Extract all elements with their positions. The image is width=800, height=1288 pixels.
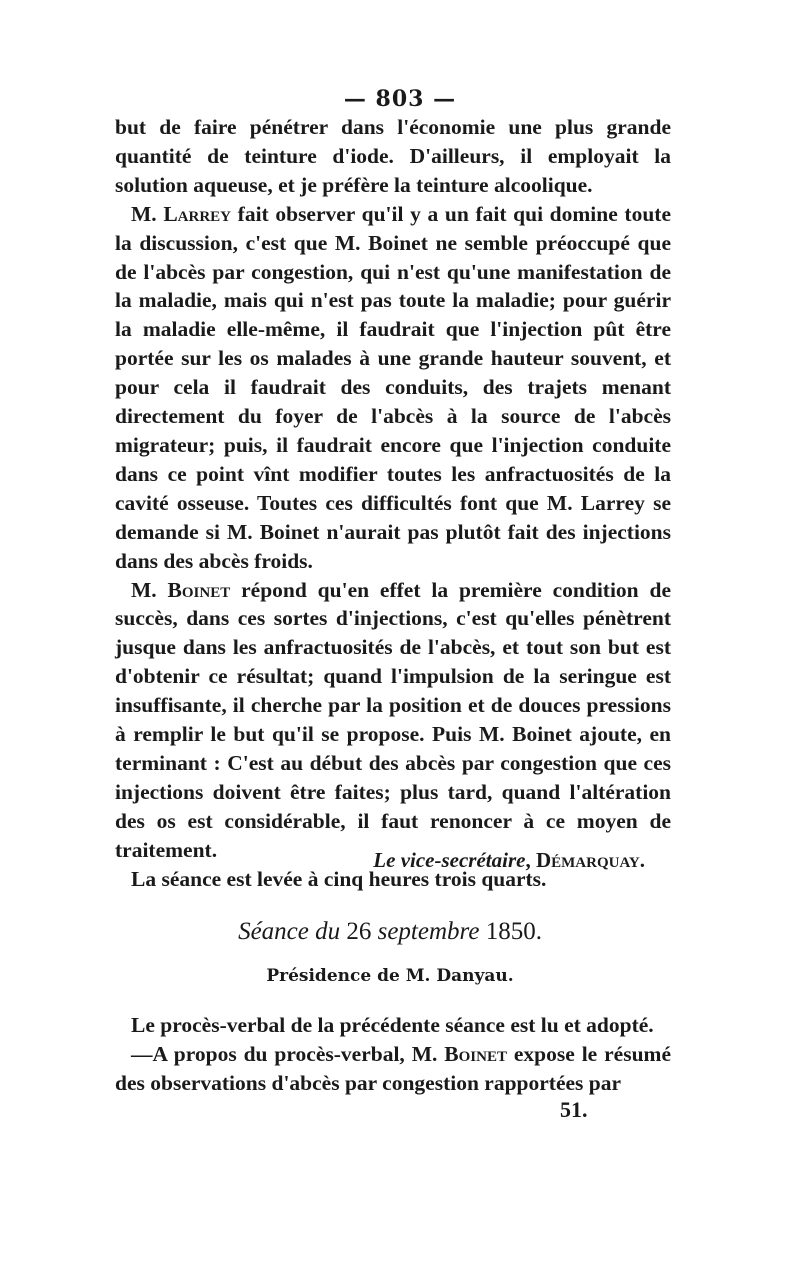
session-prefix: Séance du xyxy=(238,918,347,945)
paragraph-text: Le procès-verbal de la précédente séance est lu et adopté. xyxy=(131,1013,654,1037)
signature-mark: 51. xyxy=(560,1097,588,1122)
paragraph-boinet xyxy=(115,576,671,865)
paragraph-continuation xyxy=(115,113,671,200)
session-day: 26 xyxy=(346,918,372,945)
paragraph-text: répond qu'en effet la première condition de succès, dans ces sortes d'injections, c'est qu'elles pénètrent jusque dans les anfractuosités de l'abcès, et tout son but est d'obtenir ce résultat; quand l'impulsion de la seringue est insuffisante, il cherche par la position et de douces pressions à remplir le but qu'il se propose. Puis M. Boinet ajoute, en terminant : C'est au début des abcès par congestion que ces injections doivent être faites; plus tard, quand l'altération des os est considérable, il faut renoncer à ce moyen de traitement. xyxy=(115,577,671,862)
paragraph-text: but de faire pénétrer dans l'économie une plus grande quantité de teinture d'iode. D'ailleurs, il employait la solution aqueuse, et je préfère la teinture alcoolique. xyxy=(115,115,671,197)
speaker-name: Larrey xyxy=(163,201,232,226)
second-text-block xyxy=(115,1011,671,1098)
paragraph-text: fait observer qu'il y a un fait qui domine toute la discussion, c'est que M. Boinet ne semble préoccupé que de l'abcès par congestion, qui n'est qu'une manifestation de la maladie, mais qui n'est pas toute la maladie; pour guérir la maladie elle-même, il faudrait que l'injection pût être portée sur les os malades à une grande hauteur souvent, et pour cela il faudrait des conduits, des trajets menant directement du foyer de l'abcès à la source de l'abcès migrateur; puis, il faudrait encore que l'injection conduite dans ce point vînt modifier toutes les anfractuosités de la cavité osseuse. Toutes ces difficultés font que M. Larrey se demande si M. Boinet n'aurait pas plutôt fait des injections dans des abcès froids. xyxy=(115,201,671,573)
session-month: septembre xyxy=(371,918,486,945)
paragraph-minutes xyxy=(115,1011,671,1040)
presidence-heading: Présidence de M. Danyau. xyxy=(266,966,514,986)
signature-separator: , xyxy=(525,848,536,872)
page-number: — 803 — xyxy=(343,86,457,112)
signature-role: Le vice-secrétaire xyxy=(373,848,526,872)
paragraph-text: La séance est levée à cinq heures trois quarts. xyxy=(131,866,547,891)
paragraph-lead: M. xyxy=(131,577,168,602)
speaker-name: Boinet xyxy=(167,577,231,602)
main-text-block xyxy=(115,113,671,893)
paragraph-text: expose le résumé des observations d'abcès par congestion rapportées par xyxy=(115,1041,671,1095)
session-heading xyxy=(0,918,780,946)
paragraph-lead: —A propos du procès-verbal, M. xyxy=(131,1041,445,1066)
paragraph-larrey xyxy=(115,200,671,576)
paragraph-boinet-expose xyxy=(115,1040,671,1098)
session-year: 1850. xyxy=(485,918,542,945)
signature-name: Démarquay. xyxy=(535,848,645,872)
speaker-name: Boinet xyxy=(444,1041,507,1066)
signature xyxy=(115,848,645,873)
paragraph-lead: M. xyxy=(131,201,164,226)
